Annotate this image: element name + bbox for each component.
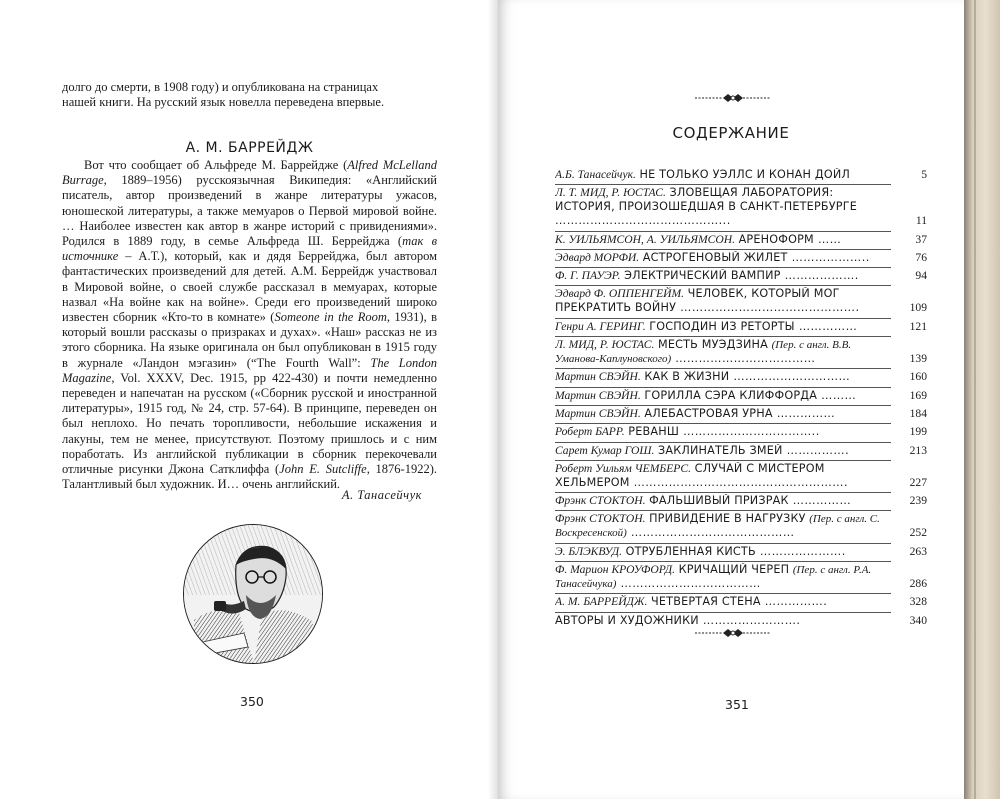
- toc-entry[interactable]: Сарет Кумар ГОШ. ЗАКЛИНАТЕЛЬ ЗМЕЙ ……………. 213: [555, 443, 927, 457]
- page-number-left: 350: [240, 694, 264, 709]
- toc-entry[interactable]: Э. БЛЭКВУД. ОТРУБЛЕННАЯ КИСТЬ …………………. 263: [555, 544, 927, 558]
- toc-page-number: 239: [909, 494, 927, 508]
- toc-separator: [555, 492, 891, 493]
- toc-separator: [555, 423, 891, 424]
- toc-separator: [555, 231, 891, 232]
- toc-separator: [555, 460, 891, 461]
- portrait-engraving: [184, 525, 322, 663]
- toc-title: СОДЕРЖАНИЕ: [672, 124, 790, 142]
- toc-separator: [555, 593, 891, 594]
- toc-entry[interactable]: Роберт Уильям ЧЕМБЕРС. СЛУЧАЙ С МИСТЕРОМ ХЕЛЬМЕРОМ ………………………………………………. 227: [555, 461, 927, 489]
- toc-entry[interactable]: Ф. Марион КРОУФОРД. КРИЧАЩИЙ ЧЕРЕП (Пер. с англ. Р.А. Танасейчука) ……………………………… 286: [555, 563, 927, 591]
- toc-page-number: 199: [909, 425, 927, 439]
- intro-paragraph: [62, 80, 437, 110]
- toc-entry[interactable]: Фрэнк СТОКТОН. ФАЛЬШИВЫЙ ПРИЗРАК …………… 239: [555, 494, 927, 508]
- toc-page-number: 340: [909, 613, 927, 627]
- toc-page-number: 5: [921, 168, 927, 181]
- toc-separator: [555, 543, 891, 544]
- toc-entry[interactable]: АВТОРЫ И ХУДОЖНИКИ ……………………. 340: [555, 613, 927, 627]
- toc-page-number: 213: [909, 443, 927, 457]
- toc-entry[interactable]: Генри А. ГЕРИНГ. ГОСПОДИН ИЗ РЕТОРТЫ …………… 121: [555, 319, 927, 333]
- section-heading: А. М. БАРРЕЙДЖ: [185, 140, 314, 156]
- bio-paragraph: [62, 158, 437, 492]
- toc-entry[interactable]: Л. МИД, Р. ЮСТАС. МЕСТЬ МУЭДЗИНА (Пер. с англ. В.В. Уманова-Каплуновского) ……………………………… 139: [555, 338, 927, 366]
- toc-entry[interactable]: Ф. Г. ПАУЭР. ЭЛЕКТРИЧЕСКИЙ ВАМПИР ………………. 94: [555, 269, 927, 283]
- toc-separator: [555, 285, 891, 286]
- toc-separator: [555, 368, 891, 369]
- toc-entry[interactable]: Фрэнк СТОКТОН. ПРИВИДЕНИЕ В НАГРУЗКУ (Пер. с англ. С. Воскресенской) …………………………………… 252: [555, 512, 927, 540]
- toc-separator: [555, 336, 891, 337]
- toc-page-number: 109: [909, 301, 927, 315]
- toc-page-number: 121: [909, 319, 927, 333]
- table-of-contents: [555, 168, 927, 630]
- toc-page-number: 252: [909, 526, 927, 540]
- right-page: [498, 0, 964, 799]
- page-number-right: 351: [725, 697, 749, 712]
- toc-page-number: 76: [915, 250, 927, 264]
- toc-page-number: 169: [909, 388, 927, 402]
- toc-separator: [555, 442, 891, 443]
- toc-entry[interactable]: Мартин СВЭЙН. КАК В ЖИЗНИ ………………………… 160: [555, 370, 927, 384]
- bio-text: Вот что сообщает об Альфреде М. Баррейдже (Alfred McLelland Burrage, 1889–1956) русскоязычная Википедия: «Английский писатель, автор произведений в жанре литературы ужасов, юношеской литературы, а также мемуаров о Первой мировой войне. … Наиболее известен как автор в жанре историй с привидениями». Родился в 1889 году, в семье Альфреда Ш. Беррейджа (так в источнике – А.Т.), который, как и дядя Беррейджа, был автором фантастических произведений для детей. А.М. Беррейдж участвовал в Мировой войне, о своей службе рассказал в мемуарах, которые назвал «На войне как на войне». Среди его произведений широко известен сборник «Кто-то в комнате» (Someone in the Room, 1931), в который вошли рассказы о призраках и духах». «Наш» рассказ не из этого сборника. На языке оригинала он был опубликован в 1915 году в журнале «Ландон мэгазин» (“The Fourth Wall”: The London Magazine, Vol. XXXV, Dec. 1915, pp 422-430) и почти немедленно переведен и напечатан на русском («Сборник русской и иностранной литературы», 1915 год, № 24, стр. 57-64). В принципе, переведен он был неплохо. Но печать торопливости, небольшие искажения и лакуны, тем не менее, присутствуют. Поэтому пришлось и с ним поработать. Из английской публикации в сборник перекочевали отличные рисунки Джона Сатклиффа (John E. Sutcliffe, 1876-1922). Талантливый был художник. И… очень английский.: [62, 158, 438, 492]
- ornament-divider-icon: [695, 626, 771, 645]
- toc-separator: [555, 387, 891, 388]
- book-cover-edge: [964, 0, 1000, 799]
- left-page: [0, 0, 498, 799]
- toc-entry[interactable]: А. М. БАРРЕЙДЖ. ЧЕТВЕРТАЯ СТЕНА ……………. 328: [555, 595, 927, 609]
- toc-entry[interactable]: Мартин СВЭЙН. АЛЕБАСТРОВАЯ УРНА …………… 184: [555, 406, 927, 420]
- author-portrait-illustration: [183, 524, 323, 664]
- signature: А. Танасейчук: [341, 488, 422, 502]
- toc-page-number: 37: [915, 232, 927, 246]
- toc-page-number: 160: [909, 370, 927, 384]
- intro-line: нашей книги. На русский язык новелла переведена впервые.: [62, 95, 385, 110]
- toc-entry[interactable]: А.Б. Танасейчук. НЕ ТОЛЬКО УЭЛЛС И КОНАН ДОЙЛ 5: [555, 168, 927, 181]
- toc-separator: [555, 249, 891, 250]
- toc-page-number: 227: [909, 475, 927, 489]
- toc-page-number: 11: [915, 214, 927, 228]
- toc-page-number: 328: [909, 595, 927, 609]
- toc-separator: [555, 612, 891, 613]
- toc-entry[interactable]: К. УИЛЬЯМСОН, А. УИЛЬЯМСОН. АРЕНОФОРМ …… 37: [555, 232, 927, 246]
- toc-entry[interactable]: Эдвард Ф. ОППЕНГЕЙМ. ЧЕЛОВЕК, КОТОРЫЙ МОГ ПРЕКРАТИТЬ ВОЙНУ ………………………………………. 109: [555, 287, 927, 315]
- toc-separator: [555, 405, 891, 406]
- toc-separator: [555, 184, 891, 185]
- toc-separator: [555, 510, 891, 511]
- toc-page-number: 94: [915, 269, 927, 283]
- toc-entry[interactable]: Роберт БАРР. РЕВАНШ …………………………….. 199: [555, 425, 927, 439]
- toc-page-number: 286: [909, 577, 927, 591]
- ornament-divider-icon: [695, 91, 771, 110]
- toc-separator: [555, 561, 891, 562]
- toc-entry[interactable]: Эдвард МОРФИ. АСТРОГЕНОВЫЙ ЖИЛЕТ ……………….. 76: [555, 250, 927, 264]
- intro-line: долго до смерти, в 1908 году) и опубликована на страницах: [62, 80, 379, 94]
- toc-entry[interactable]: Мартин СВЭЙН. ГОРИЛЛА СЭРА КЛИФФОРДА ……… 169: [555, 388, 927, 402]
- toc-separator: [555, 267, 891, 268]
- toc-page-number: 184: [909, 406, 927, 420]
- toc-page-number: 139: [909, 352, 927, 366]
- toc-entry[interactable]: Л. Т. МИД, Р. ЮСТАС. ЗЛОВЕЩАЯ ЛАБОРАТОРИЯ: ИСТОРИЯ, ПРОИЗОШЕДШАЯ В САНКТ-ПЕТЕРБУРГЕ ……………………………………... 11: [555, 186, 927, 228]
- toc-separator: [555, 318, 891, 319]
- toc-page-number: 263: [909, 544, 927, 558]
